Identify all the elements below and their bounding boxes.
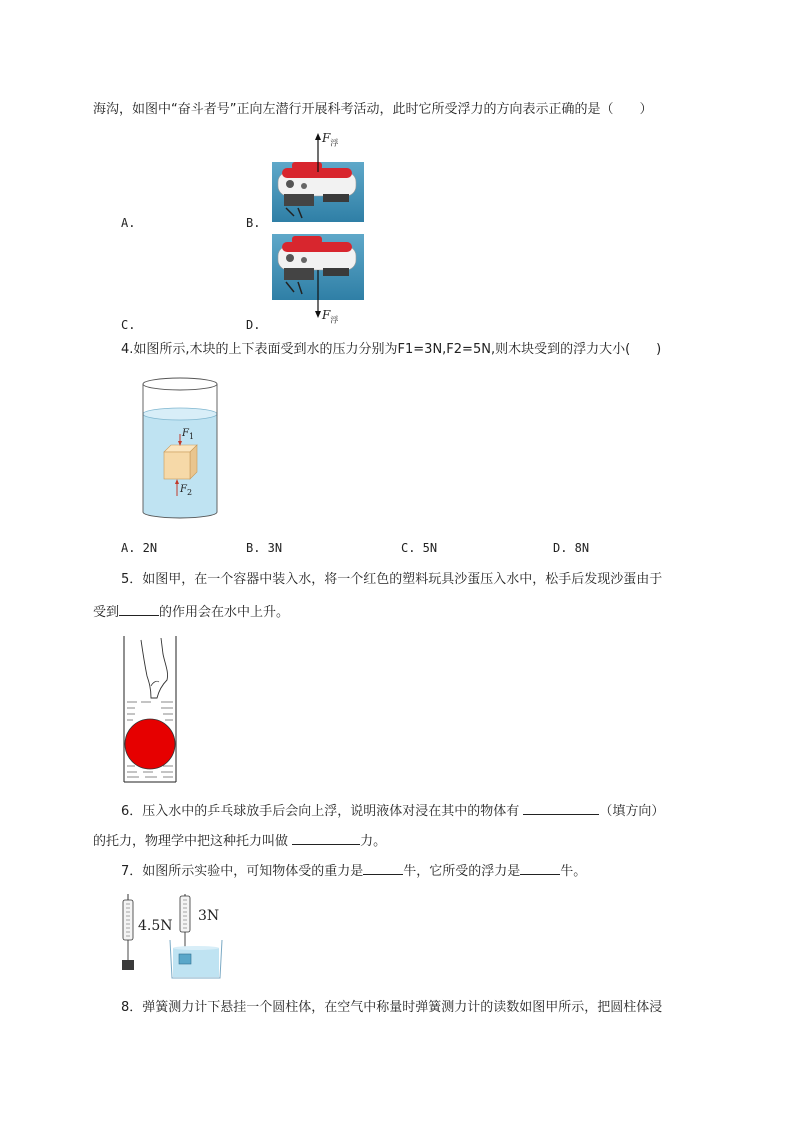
q7-buoyancy-blank [520,862,560,875]
q8-text-line1: 8．弹簧测力计下悬挂一个圆柱体，在空气中称量时弹簧测力计的读数如图甲所示，把圆柱体浸 [121,1000,663,1015]
q6-line1-pre: 6．压入水中的乒乓球放手后会向上浮，说明液体对浸在其中的物体有 [121,804,524,819]
q5-line2-post: 的作用会在水中上升。 [159,605,290,620]
q6-direction-blank [523,802,599,815]
q4-beaker-figure [140,376,220,522]
q3-option-b: B. [246,216,261,230]
q5-text-line1: 5．如图甲，在一个容器中装入水，将一个红色的塑料玩具沙蛋压入水中，松手后发现沙蛋由于 [121,572,663,587]
q3-force-label-up: $F_浮$ [322,131,339,148]
submarine-down-image [268,234,368,326]
q4-f1-label: $F_1$ [182,428,195,441]
q3-text-line1: 海沟，如图中“奋斗者号”正向左潜行开展科考活动，此时它所受浮力的方向表示正确的是（ ） [93,102,653,117]
q7-reading-water: 3N [198,908,220,924]
q3-option-d: D. [246,318,261,332]
q7-line1-pre: 7．如图所示实验中，可知物体受的重力是 [121,864,364,879]
q4-option-b: B. 3N [246,541,283,555]
q4-text-line1: 4.如图所示,木块的上下表面受到水的压力分别为F1=3N,F2=5N,则木块受到的浮力大小( ) [121,342,662,357]
spring-scales-image [118,894,228,980]
q6-force-name-blank [292,832,360,845]
q7-line1-post: 牛。 [560,864,587,879]
beaker-wood-block-image [140,376,220,522]
q5-line2-pre: 受到 [93,605,120,620]
q7-text-line1 [121,862,586,880]
q6-text-line2 [93,832,386,850]
q3-option-d-figure [268,234,368,326]
q6-text-line1 [121,802,664,820]
q7-gravity-blank [363,862,403,875]
q4-option-a: A. 2N [121,541,158,555]
submarine-up-image [268,132,368,224]
q6-line1-post: （填方向） [599,804,665,819]
q6-line2-post: 力。 [360,834,387,849]
q4-f2-label: $F_2$ [180,484,193,497]
q7-reading-air: 4.5N [138,918,173,934]
q3-option-b-figure [268,132,368,224]
container-ball-image [121,636,181,784]
q5-text-line2 [93,603,289,621]
q4-option-d: D. 8N [553,541,590,555]
q5-container-figure [121,636,181,784]
q7-line1-mid: 牛，它所受的浮力是 [403,864,521,879]
q3-option-c: C. [121,318,136,332]
q6-line2-pre: 的托力，物理学中把这种托力叫做 [93,834,293,849]
q5-answer-blank [119,603,159,616]
q3-force-label-down: $F_浮$ [322,308,339,325]
q7-spring-scale-figure [118,894,228,980]
q4-option-c: C. 5N [401,541,438,555]
q3-option-a: A. [121,216,136,230]
